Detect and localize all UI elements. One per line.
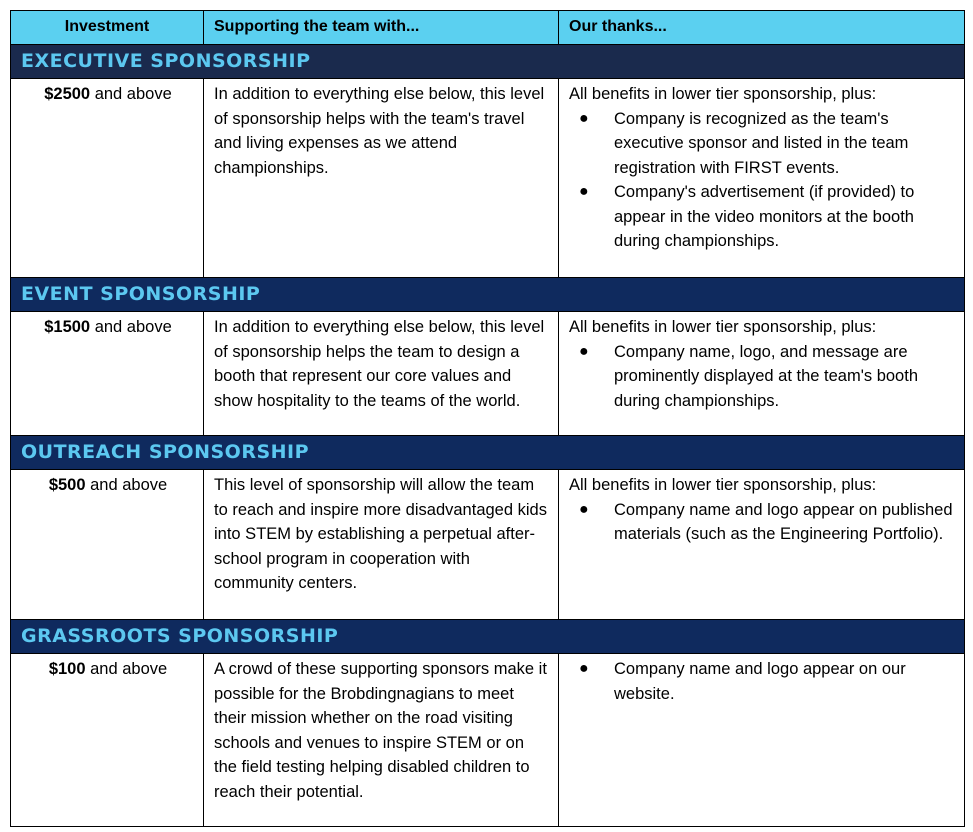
table-header-row [11, 11, 965, 45]
benefit-item [569, 107, 956, 181]
sponsorship-table [10, 10, 965, 827]
investment-cell [11, 654, 204, 827]
sponsorship-document [10, 10, 964, 826]
tier-heading-row [11, 620, 965, 654]
tier-row-grassroots [11, 654, 965, 827]
investment-cell [11, 312, 204, 436]
benefit-text: Company's advertisement (if provided) to appear in the video monitors at the booth during championships. [614, 183, 915, 250]
thanks-intro: All benefits in lower tier sponsorship, plus: [569, 476, 877, 494]
benefit-text: Company name and logo appear on published materials (such as the Engineering Portfolio). [614, 500, 953, 543]
bullet-icon: ● [579, 109, 589, 127]
tier-row-outreach [11, 470, 965, 620]
support-cell: A crowd of these supporting sponsors make it possible for the Brobdingnagians to meet their mission whether on the road visiting schools and venues to inspire STEM or on the field testing helping disabled children to reach their potential. [204, 654, 559, 827]
thanks-cell [559, 470, 965, 620]
tier-heading-row [11, 278, 965, 312]
benefit-item [569, 180, 956, 254]
investment-amount: $1500 [44, 318, 91, 336]
thanks-cell [559, 654, 965, 827]
benefit-list [569, 657, 956, 706]
tier-title-executive: EXECUTIVE SPONSORSHIP [11, 45, 965, 79]
header-thanks: Our thanks... [559, 11, 965, 45]
bullet-icon: ● [579, 500, 589, 518]
investment-suffix: and above [85, 476, 168, 494]
investment-cell [11, 470, 204, 620]
investment-amount: $100 [48, 660, 86, 678]
benefit-list [569, 498, 956, 547]
tier-heading-row [11, 45, 965, 79]
benefit-item [569, 657, 956, 706]
benefit-text: Company name and logo appear on our website. [614, 660, 906, 703]
thanks-intro: All benefits in lower tier sponsorship, plus: [569, 85, 877, 103]
header-investment: Investment [11, 11, 204, 45]
tier-title-grassroots: GRASSROOTS SPONSORSHIP [11, 620, 965, 654]
investment-suffix: and above [90, 318, 172, 336]
support-cell: In addition to everything else below, this level of sponsorship helps the team to design a booth that represent our core values and show hospitality to the teams of the world. [204, 312, 559, 436]
bullet-icon: ● [579, 342, 589, 360]
benefit-list [569, 107, 956, 254]
investment-suffix: and above [85, 660, 168, 678]
tier-title-event: EVENT SPONSORSHIP [11, 278, 965, 312]
bullet-icon: ● [579, 660, 589, 677]
tier-title-outreach: OUTREACH SPONSORSHIP [11, 436, 965, 470]
investment-suffix: and above [90, 85, 172, 103]
benefit-text: Company is recognized as the team's executive sponsor and listed in the team registration with FIRST events. [614, 109, 909, 177]
benefit-list [569, 340, 956, 414]
bullet-icon: ● [579, 183, 589, 200]
support-cell: In addition to everything else below, this level of sponsorship helps with the team's travel and living expenses as we attend championships. [204, 79, 559, 278]
benefit-item [569, 340, 956, 414]
investment-amount: $500 [48, 476, 86, 494]
header-supporting: Supporting the team with... [204, 11, 559, 45]
tier-row-event [11, 312, 965, 436]
benefit-text: Company name, logo, and message are prominently displayed at the team's booth during championships. [614, 342, 918, 410]
thanks-cell [559, 312, 965, 436]
benefit-item [569, 498, 956, 547]
investment-amount: $2500 [44, 85, 91, 103]
thanks-cell [559, 79, 965, 278]
support-cell: This level of sponsorship will allow the team to reach and inspire more disadvantaged kids into STEM by establishing a perpetual after-school program in cooperation with community centers. [204, 470, 559, 620]
thanks-intro: All benefits in lower tier sponsorship, plus: [569, 318, 877, 336]
investment-cell [11, 79, 204, 278]
tier-heading-row [11, 436, 965, 470]
tier-row-executive [11, 79, 965, 278]
